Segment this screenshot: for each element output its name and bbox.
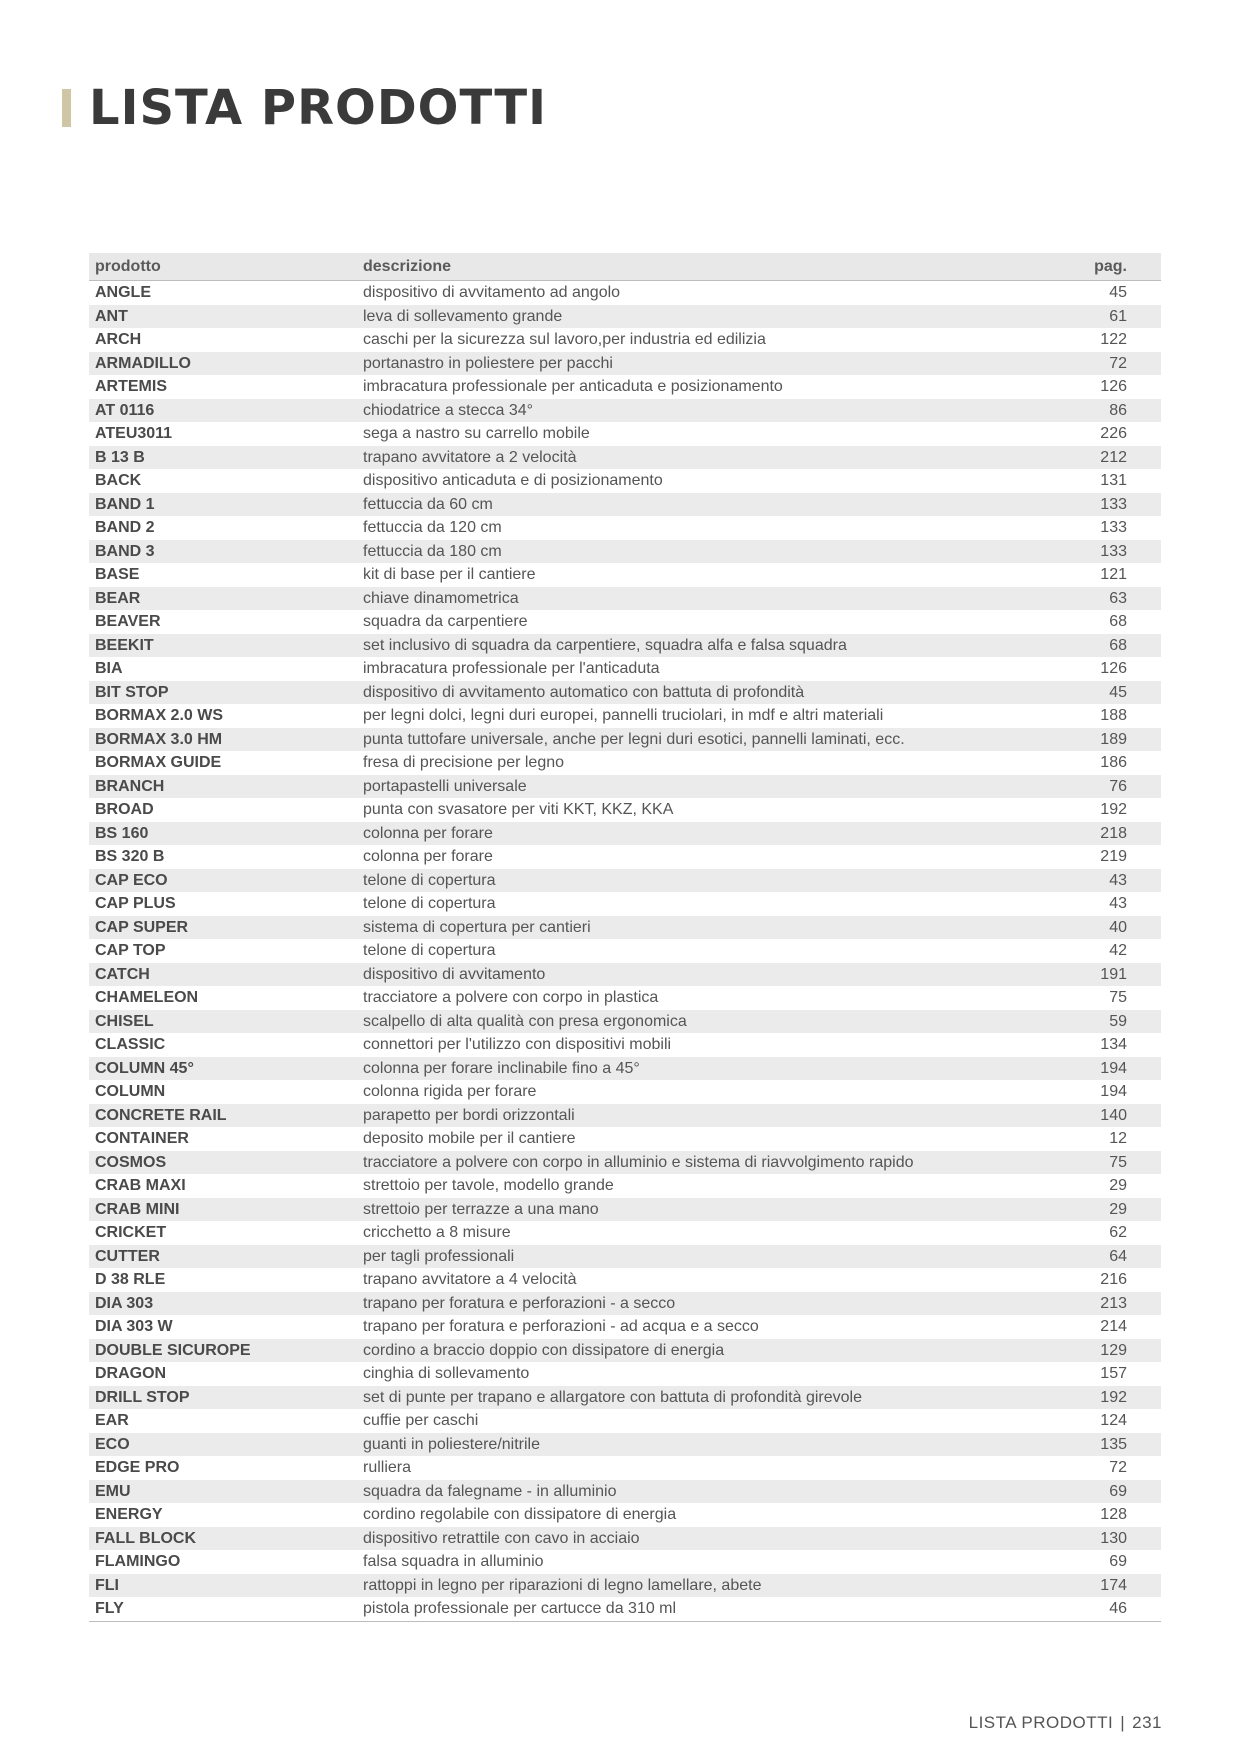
table-row — [89, 1480, 1161, 1504]
product-description: colonna rigida per forare — [363, 1083, 537, 1101]
product-description: set di punte per trapano e allargatore con battuta di profondità girevole — [357, 1386, 997, 1410]
product-description: colonna per forare — [357, 822, 997, 846]
product-name: DIA 303 W — [95, 1318, 173, 1336]
product-name: BEEKIT — [89, 634, 357, 658]
product-page: 134 — [1100, 1036, 1127, 1054]
product-page: 76 — [997, 775, 1161, 799]
product-description: strettoio per terrazze a una mano — [357, 1198, 997, 1222]
product-name: BACK — [95, 472, 142, 490]
product-page: 45 — [1109, 284, 1127, 302]
product-description: scalpello di alta qualità con presa ergonomica — [357, 1010, 997, 1034]
product-description: per legni dolci, legni duri europei, pannelli truciolari, in mdf e altri materiali — [363, 707, 884, 725]
table-row — [89, 1386, 1161, 1410]
product-page: 69 — [997, 1480, 1161, 1504]
table-row — [89, 1221, 1161, 1245]
table-row — [89, 305, 1161, 329]
product-page: 212 — [997, 446, 1161, 470]
product-page: 68 — [997, 634, 1161, 658]
table-row — [89, 281, 1161, 305]
table-row — [89, 1151, 1161, 1175]
table-row — [89, 328, 1161, 352]
table-row — [89, 1245, 1161, 1269]
product-name: EMU — [89, 1480, 357, 1504]
product-description: falsa squadra in alluminio — [363, 1553, 544, 1571]
product-description: rulliera — [363, 1459, 412, 1477]
table-row — [89, 375, 1161, 399]
table-row — [89, 422, 1161, 446]
product-page: 69 — [1109, 1553, 1127, 1571]
product-description: strettoio per tavole, modello grande — [363, 1177, 614, 1195]
product-table — [89, 253, 1161, 1622]
table-row — [89, 845, 1161, 869]
product-page: 121 — [1100, 566, 1127, 584]
product-page: 75 — [997, 1151, 1161, 1175]
product-page: 192 — [997, 1386, 1161, 1410]
product-description: squadra da carpentiere — [363, 613, 528, 631]
product-name: CATCH — [89, 963, 357, 987]
product-name: CHISEL — [89, 1010, 357, 1034]
table-row — [89, 963, 1161, 987]
product-page: 64 — [997, 1245, 1161, 1269]
page-header — [62, 80, 547, 136]
table-row — [89, 516, 1161, 540]
table-row — [89, 587, 1161, 611]
page-title: LISTA PRODOTTI — [89, 80, 547, 136]
footer-page-number: 231 — [1132, 1713, 1162, 1732]
product-name: CAP PLUS — [95, 895, 176, 913]
product-name: COSMOS — [89, 1151, 357, 1175]
table-header-row — [89, 253, 1161, 281]
product-page: 188 — [1100, 707, 1127, 725]
product-page: 133 — [1100, 519, 1127, 537]
product-name: BEAR — [89, 587, 357, 611]
product-page: 226 — [1100, 425, 1127, 443]
product-name: EAR — [95, 1412, 129, 1430]
table-row — [89, 1198, 1161, 1222]
product-description: sistema di copertura per cantieri — [357, 916, 997, 940]
product-page: 72 — [1109, 1459, 1127, 1477]
product-description: caschi per la sicurezza sul lavoro,per industria ed edilizia — [363, 331, 766, 349]
product-name: DRAGON — [95, 1365, 167, 1383]
product-name: FALL BLOCK — [89, 1527, 357, 1551]
table-row — [89, 1433, 1161, 1457]
product-description: trapano avvitatore a 2 velocità — [357, 446, 997, 470]
product-description: imbracatura professionale per anticaduta e posizionamento — [363, 378, 783, 396]
table-row — [89, 563, 1161, 587]
product-name: BIA — [95, 660, 123, 678]
product-name: BORMAX GUIDE — [95, 754, 222, 772]
product-page: 219 — [1100, 848, 1127, 866]
product-description: sega a nastro su carrello mobile — [363, 425, 590, 443]
product-page: 194 — [997, 1057, 1161, 1081]
product-page: 186 — [1100, 754, 1127, 772]
product-description: chiodatrice a stecca 34° — [357, 399, 997, 423]
column-header-description: descrizione — [357, 253, 997, 281]
product-description: cordino a braccio doppio con dissipatore di energia — [357, 1339, 997, 1363]
table-row — [89, 1174, 1161, 1198]
table-row — [89, 1456, 1161, 1480]
product-description: set inclusivo di squadra da carpentiere, squadra alfa e falsa squadra — [357, 634, 997, 658]
product-description: fresa di precisione per legno — [363, 754, 565, 772]
product-name: ARTEMIS — [95, 378, 167, 396]
product-page: 59 — [997, 1010, 1161, 1034]
product-page: 63 — [997, 587, 1161, 611]
product-name: ANGLE — [95, 284, 151, 302]
product-page: 133 — [997, 493, 1161, 517]
table-row — [89, 1550, 1161, 1574]
product-description: telone di copertura — [363, 942, 496, 960]
product-name: CHAMELEON — [95, 989, 199, 1007]
table-row — [89, 939, 1161, 963]
product-page: 135 — [997, 1433, 1161, 1457]
product-name: BS 160 — [89, 822, 357, 846]
product-description: kit di base per il cantiere — [363, 566, 536, 584]
product-page: 214 — [1100, 1318, 1127, 1336]
column-header-product: prodotto — [89, 253, 357, 281]
product-description: punta tuttofare universale, anche per legni duri esotici, pannelli laminati, ecc. — [357, 728, 997, 752]
table-row — [89, 892, 1161, 916]
product-page: 130 — [997, 1527, 1161, 1551]
table-row — [89, 869, 1161, 893]
product-name: BASE — [95, 566, 140, 584]
product-description: tracciatore a polvere con corpo in alluminio e sistema di riavvolgimento rapido — [357, 1151, 997, 1175]
product-name: BROAD — [95, 801, 154, 819]
product-description: per tagli professionali — [357, 1245, 997, 1269]
table-row — [89, 751, 1161, 775]
product-description: dispositivo di avvitamento — [357, 963, 997, 987]
product-description: leva di sollevamento grande — [357, 305, 997, 329]
product-description: trapano per foratura e perforazioni - a secco — [357, 1292, 997, 1316]
product-name: CRAB MINI — [89, 1198, 357, 1222]
table-row — [89, 822, 1161, 846]
product-name: COLUMN 45° — [89, 1057, 357, 1081]
table-row — [89, 1033, 1161, 1057]
product-page: 213 — [997, 1292, 1161, 1316]
product-page: 42 — [1109, 942, 1127, 960]
product-description: cordino regolabile con dissipatore di energia — [363, 1506, 677, 1524]
product-description: guanti in poliestere/nitrile — [357, 1433, 997, 1457]
product-description: fettuccia da 60 cm — [357, 493, 997, 517]
product-name: B 13 B — [89, 446, 357, 470]
product-name: FLAMINGO — [95, 1553, 181, 1571]
product-name: ANT — [89, 305, 357, 329]
product-description: cuffie per caschi — [363, 1412, 479, 1430]
product-page: 128 — [1100, 1506, 1127, 1524]
product-description: rattoppi in legno per riparazioni di legno lamellare, abete — [357, 1574, 997, 1598]
product-name: CAP TOP — [95, 942, 166, 960]
table-row — [89, 681, 1161, 705]
product-page: 131 — [1100, 472, 1127, 490]
table-row — [89, 1409, 1161, 1433]
product-name: DOUBLE SICUROPE — [89, 1339, 357, 1363]
product-page: 194 — [1100, 1083, 1127, 1101]
product-name: AT 0116 — [89, 399, 357, 423]
product-page: 29 — [1109, 1177, 1127, 1195]
product-name: ENERGY — [95, 1506, 163, 1524]
table-row — [89, 610, 1161, 634]
table-row — [89, 469, 1161, 493]
product-page: 29 — [997, 1198, 1161, 1222]
product-page: 86 — [997, 399, 1161, 423]
table-row — [89, 493, 1161, 517]
product-name: CONCRETE RAIL — [89, 1104, 357, 1128]
product-description: pistola professionale per cartucce da 310 ml — [357, 1597, 997, 1621]
product-name: COLUMN — [95, 1083, 166, 1101]
product-page: 174 — [997, 1574, 1161, 1598]
product-page: 124 — [1100, 1412, 1127, 1430]
product-page: 218 — [997, 822, 1161, 846]
product-name: CAP ECO — [89, 869, 357, 893]
table-row — [89, 657, 1161, 681]
product-description: portanastro in poliestere per pacchi — [357, 352, 997, 376]
column-header-page: pag. — [997, 253, 1161, 281]
table-row — [89, 1597, 1161, 1621]
product-page: 62 — [1109, 1224, 1127, 1242]
product-name: FLI — [89, 1574, 357, 1598]
table-row — [89, 986, 1161, 1010]
table-row — [89, 704, 1161, 728]
product-page: 46 — [997, 1597, 1161, 1621]
product-description: portapastelli universale — [357, 775, 997, 799]
table-row — [89, 1315, 1161, 1339]
product-name: CLASSIC — [95, 1036, 166, 1054]
product-page: 129 — [997, 1339, 1161, 1363]
table-row — [89, 1104, 1161, 1128]
product-page: 40 — [997, 916, 1161, 940]
table-row — [89, 798, 1161, 822]
product-name: ARCH — [95, 331, 142, 349]
product-page: 189 — [997, 728, 1161, 752]
product-description: punta con svasatore per viti KKT, KKZ, KKA — [363, 801, 674, 819]
product-page: 43 — [997, 869, 1161, 893]
table-row — [89, 352, 1161, 376]
product-description: cricchetto a 8 misure — [363, 1224, 511, 1242]
table-row — [89, 728, 1161, 752]
product-description: telone di copertura — [357, 869, 997, 893]
product-description: deposito mobile per il cantiere — [363, 1130, 576, 1148]
product-name: DRILL STOP — [89, 1386, 357, 1410]
product-page: 126 — [1100, 378, 1127, 396]
product-name: D 38 RLE — [95, 1271, 166, 1289]
product-page: 12 — [1109, 1130, 1127, 1148]
page-footer — [969, 1713, 1162, 1733]
product-page: 43 — [1109, 895, 1127, 913]
product-description: chiave dinamometrica — [357, 587, 997, 611]
table-row — [89, 1362, 1161, 1386]
product-page: 126 — [1100, 660, 1127, 678]
table-row — [89, 1010, 1161, 1034]
product-name: BAND 3 — [89, 540, 357, 564]
product-description: colonna per forare inclinabile fino a 45° — [357, 1057, 997, 1081]
product-description: dispositivo di avvitamento automatico con battuta di profondità — [357, 681, 997, 705]
product-page: 68 — [1109, 613, 1127, 631]
product-page: 192 — [1100, 801, 1127, 819]
product-page: 45 — [997, 681, 1161, 705]
product-description: cinghia di sollevamento — [363, 1365, 530, 1383]
product-name: CAP SUPER — [89, 916, 357, 940]
product-description: dispositivo retrattile con cavo in acciaio — [357, 1527, 997, 1551]
product-name: CUTTER — [89, 1245, 357, 1269]
product-description: trapano per foratura e perforazioni - ad acqua e a secco — [363, 1318, 759, 1336]
product-page: 191 — [997, 963, 1161, 987]
product-name: BIT STOP — [89, 681, 357, 705]
title-accent-bar — [62, 89, 71, 127]
product-name: BEAVER — [95, 613, 161, 631]
product-name: ECO — [89, 1433, 357, 1457]
product-name: DIA 303 — [89, 1292, 357, 1316]
product-name: BORMAX 2.0 WS — [95, 707, 224, 725]
product-page: 216 — [1100, 1271, 1127, 1289]
product-name: ARMADILLO — [89, 352, 357, 376]
product-description: squadra da falegname - in alluminio — [357, 1480, 997, 1504]
product-name: FLY — [89, 1597, 357, 1621]
product-name: ATEU3011 — [95, 425, 173, 443]
product-name: BRANCH — [89, 775, 357, 799]
product-page: 157 — [1100, 1365, 1127, 1383]
table-row — [89, 1339, 1161, 1363]
product-name: BS 320 B — [95, 848, 165, 866]
product-description: connettori per l'utilizzo con dispositivi mobili — [363, 1036, 672, 1054]
product-page: 61 — [997, 305, 1161, 329]
table-row — [89, 1292, 1161, 1316]
product-description: tracciatore a polvere con corpo in plastica — [363, 989, 659, 1007]
table-row — [89, 634, 1161, 658]
product-page: 133 — [997, 540, 1161, 564]
table-row — [89, 1268, 1161, 1292]
product-name: CRICKET — [95, 1224, 167, 1242]
table-row — [89, 446, 1161, 470]
table-row — [89, 775, 1161, 799]
table-row — [89, 916, 1161, 940]
table-row — [89, 1127, 1161, 1151]
product-name: EDGE PRO — [95, 1459, 180, 1477]
table-row — [89, 1057, 1161, 1081]
product-description: imbracatura professionale per l'anticaduta — [363, 660, 660, 678]
footer-separator: | — [1120, 1713, 1126, 1732]
product-name: CRAB MAXI — [95, 1177, 186, 1195]
product-description: colonna per forare — [363, 848, 493, 866]
product-description: fettuccia da 120 cm — [363, 519, 502, 537]
product-page: 75 — [1109, 989, 1127, 1007]
table-row — [89, 1080, 1161, 1104]
product-description: telone di copertura — [363, 895, 496, 913]
product-description: dispositivo anticaduta e di posizionamento — [363, 472, 663, 490]
product-page: 122 — [1100, 331, 1127, 349]
product-name: BAND 2 — [95, 519, 155, 537]
table-row — [89, 1527, 1161, 1551]
table-row — [89, 1574, 1161, 1598]
product-page: 140 — [997, 1104, 1161, 1128]
product-name: CONTAINER — [95, 1130, 189, 1148]
product-description: trapano avvitatore a 4 velocità — [363, 1271, 577, 1289]
table-row — [89, 540, 1161, 564]
product-page: 72 — [997, 352, 1161, 376]
product-description: fettuccia da 180 cm — [357, 540, 997, 564]
product-name: BAND 1 — [89, 493, 357, 517]
table-row — [89, 1503, 1161, 1527]
product-description: dispositivo di avvitamento ad angolo — [363, 284, 621, 302]
footer-section-title: LISTA PRODOTTI — [968, 1713, 1114, 1732]
product-name: BORMAX 3.0 HM — [89, 728, 357, 752]
product-description: parapetto per bordi orizzontali — [357, 1104, 997, 1128]
product-table-body — [89, 281, 1161, 1622]
table-row — [89, 399, 1161, 423]
